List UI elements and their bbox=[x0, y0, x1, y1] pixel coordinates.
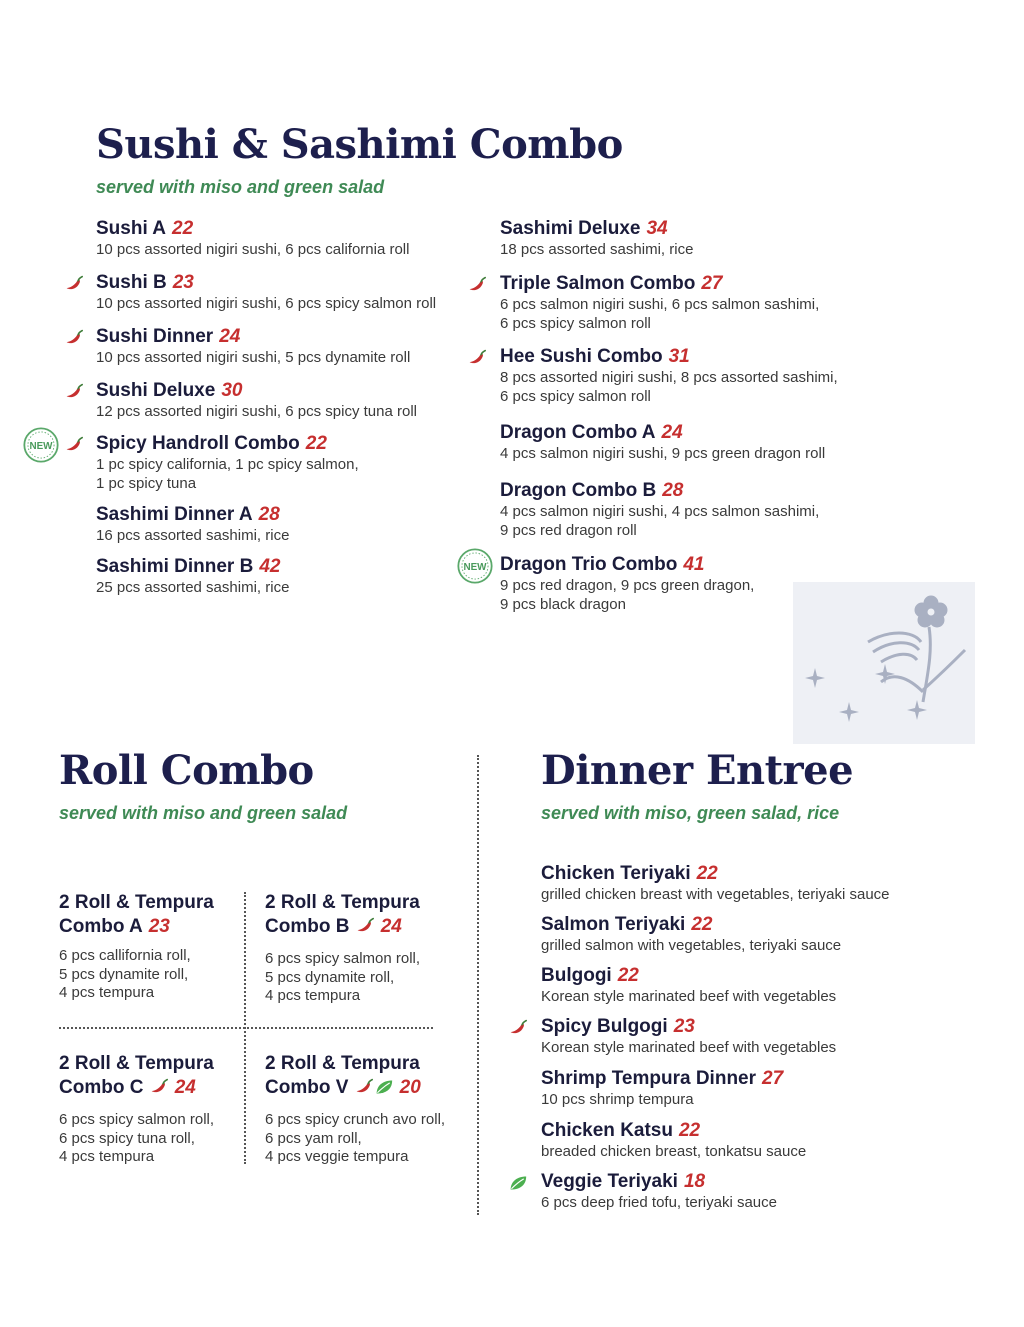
item-price: 20 bbox=[399, 1077, 421, 1098]
item-name: Dragon Trio Combo bbox=[500, 554, 678, 575]
section-subtitle-sushi: served with miso and green salad bbox=[96, 177, 385, 197]
item-price: 22 bbox=[691, 914, 713, 935]
item-description: 6 pcs spicy crunch avo roll, 6 pcs yam roll, 4 pcs veggie tempura bbox=[265, 1111, 446, 1165]
item-price: 22 bbox=[696, 863, 718, 884]
roll-combo-name-line1: 2 Roll & Tempura bbox=[59, 1053, 214, 1074]
item-description: 10 pcs assorted nigiri sushi, 5 pcs dynamite roll bbox=[96, 349, 411, 366]
item-name: Triple Salmon Combo bbox=[500, 273, 696, 294]
menu-item bbox=[96, 504, 289, 546]
item-price: 22 bbox=[305, 433, 327, 454]
item-description: 6 pcs callifornia roll, 5 pcs dynamite roll, 4 pcs tempura bbox=[59, 947, 191, 1001]
menu-item bbox=[500, 218, 693, 260]
item-price: 28 bbox=[258, 504, 280, 525]
menu-item bbox=[541, 965, 836, 1007]
roll-combo-name-line1: 2 Roll & Tempura bbox=[59, 892, 214, 913]
new-badge-icon bbox=[457, 548, 493, 584]
roll-combo-item bbox=[265, 1052, 445, 1167]
chili-icon bbox=[467, 276, 487, 294]
menu-item bbox=[96, 380, 417, 422]
item-price: 24 bbox=[219, 326, 241, 347]
chili-icon bbox=[149, 1078, 169, 1096]
menu-item bbox=[96, 433, 359, 493]
menu-item bbox=[541, 1120, 806, 1162]
item-price: 30 bbox=[221, 380, 243, 401]
item-name: Bulgogi bbox=[541, 965, 612, 986]
item-description: 18 pcs assorted sashimi, rice bbox=[500, 241, 694, 258]
item-name: Dragon Combo A bbox=[500, 422, 656, 443]
item-description: 9 pcs red dragon, 9 pcs green dragon, 9 pcs black dragon bbox=[500, 577, 755, 613]
item-description: Korean style marinated beef with vegetables bbox=[541, 1039, 837, 1056]
roll-combo-item bbox=[59, 1052, 214, 1167]
roll-combo-name-line1: 2 Roll & Tempura bbox=[265, 892, 420, 913]
item-description: grilled chicken breast with vegetables, teriyaki sauce bbox=[541, 886, 890, 903]
item-name: Salmon Teriyaki bbox=[541, 914, 686, 935]
item-name: Spicy Bulgogi bbox=[541, 1016, 668, 1037]
item-price: 27 bbox=[762, 1068, 784, 1089]
roll-combo-name-line2: Combo C bbox=[59, 1077, 144, 1098]
section-title-dinner: Dinner Entree bbox=[541, 747, 854, 794]
item-price: 24 bbox=[380, 916, 402, 937]
item-description: 4 pcs salmon nigiri sushi, 9 pcs green dragon roll bbox=[500, 445, 826, 462]
item-price: 18 bbox=[683, 1171, 706, 1192]
section-divider bbox=[477, 755, 479, 1215]
item-description: 8 pcs assorted nigiri sushi, 8 pcs assorted sashimi, 6 pcs spicy salmon roll bbox=[500, 369, 838, 405]
menu-item bbox=[500, 554, 754, 614]
item-description: breaded chicken breast, tonkatsu sauce bbox=[541, 1143, 807, 1160]
roll-combo-name-line2: Combo B bbox=[265, 916, 350, 937]
section-title-sushi: Sushi & Sashimi Combo bbox=[96, 121, 623, 168]
item-description: 6 pcs spicy salmon roll, 5 pcs dynamite roll, 4 pcs tempura bbox=[265, 950, 421, 1004]
item-price: 42 bbox=[259, 556, 281, 577]
item-description: 25 pcs assorted sashimi, rice bbox=[96, 579, 290, 596]
new-badge bbox=[23, 427, 59, 468]
decorative-flower-art bbox=[793, 582, 975, 744]
chili-icon bbox=[355, 917, 375, 935]
flower-icon bbox=[793, 582, 975, 744]
menu-item bbox=[500, 273, 819, 333]
section-title-roll: Roll Combo bbox=[59, 747, 314, 794]
item-name: Shrimp Tempura Dinner bbox=[541, 1068, 757, 1089]
menu-item bbox=[96, 272, 436, 314]
item-price: 31 bbox=[668, 346, 690, 367]
item-description: 10 pcs assorted nigiri sushi, 6 pcs spicy salmon roll bbox=[96, 295, 437, 312]
item-description: 10 pcs assorted nigiri sushi, 6 pcs california roll bbox=[96, 241, 410, 258]
menu-item bbox=[500, 422, 825, 464]
item-name: Sushi Deluxe bbox=[96, 380, 216, 401]
item-price: 23 bbox=[148, 916, 170, 937]
item-price: 27 bbox=[701, 273, 723, 294]
menu-item bbox=[96, 218, 409, 260]
item-price: 28 bbox=[662, 480, 684, 501]
item-description: 6 pcs spicy salmon roll, 6 pcs spicy tuna roll, 4 pcs tempura bbox=[59, 1111, 215, 1165]
item-description: grilled salmon with vegetables, teriyaki sauce bbox=[541, 937, 842, 954]
item-name: Sushi A bbox=[96, 218, 167, 239]
item-price: 22 bbox=[172, 218, 194, 239]
chili-icon bbox=[64, 436, 84, 454]
chili-icon bbox=[508, 1019, 528, 1037]
item-price: 22 bbox=[617, 965, 639, 986]
item-description: 16 pcs assorted sashimi, rice bbox=[96, 527, 290, 544]
item-price: 24 bbox=[174, 1077, 196, 1098]
item-name: Dragon Combo B bbox=[500, 480, 657, 501]
menu-item bbox=[541, 1068, 783, 1110]
item-price: 22 bbox=[678, 1120, 701, 1141]
roll-grid-horizontal-divider bbox=[59, 1027, 433, 1029]
item-price: 23 bbox=[673, 1016, 695, 1037]
menu-item bbox=[541, 914, 841, 956]
item-price: 41 bbox=[683, 554, 705, 575]
item-price: 23 bbox=[172, 272, 194, 293]
menu-item bbox=[541, 1171, 777, 1213]
menu-item bbox=[96, 326, 410, 368]
item-description: 12 pcs assorted nigiri sushi, 6 pcs spicy tuna roll bbox=[96, 403, 417, 420]
item-description: 6 pcs salmon nigiri sushi, 6 pcs salmon sashimi, 6 pcs spicy salmon roll bbox=[500, 296, 820, 332]
item-description: 10 pcs shrimp tempura bbox=[541, 1091, 694, 1108]
new-badge-icon bbox=[23, 427, 59, 463]
item-price: 34 bbox=[646, 218, 668, 239]
section-subtitle-roll: served with miso and green salad bbox=[59, 803, 348, 823]
roll-combo-name-line1: 2 Roll & Tempura bbox=[265, 1053, 420, 1074]
roll-combo-name-line2: Combo V bbox=[265, 1077, 349, 1098]
chili-icon bbox=[354, 1078, 374, 1096]
menu-item bbox=[541, 863, 890, 905]
item-name: Chicken Katsu bbox=[541, 1120, 673, 1141]
item-name: Sushi B bbox=[96, 272, 167, 293]
chili-icon bbox=[64, 383, 84, 401]
item-name: Hee Sushi Combo bbox=[500, 346, 663, 367]
item-name: Sashimi Dinner B bbox=[96, 556, 254, 577]
item-name: Sashimi Deluxe bbox=[500, 218, 641, 239]
item-description: 6 pcs deep fried tofu, teriyaki sauce bbox=[541, 1194, 777, 1211]
menu-item bbox=[500, 346, 838, 406]
item-description: Korean style marinated beef with vegetables bbox=[541, 988, 837, 1005]
chili-icon bbox=[64, 329, 84, 347]
item-name: Veggie Teriyaki bbox=[541, 1171, 678, 1192]
roll-combo-item bbox=[59, 891, 214, 1003]
item-name: Sushi Dinner bbox=[96, 326, 214, 347]
item-description: 1 pc spicy california, 1 pc spicy salmon, 1 pc spicy tuna bbox=[96, 456, 359, 492]
chili-icon bbox=[64, 275, 84, 293]
menu-item bbox=[541, 1016, 836, 1058]
leaf-icon bbox=[508, 1174, 528, 1192]
menu-item bbox=[500, 480, 819, 540]
chili-icon bbox=[467, 349, 487, 367]
roll-combo-name-line2: Combo A bbox=[59, 916, 143, 937]
item-price: 24 bbox=[661, 422, 683, 443]
item-name: Chicken Teriyaki bbox=[541, 863, 691, 884]
roll-combo-item bbox=[265, 891, 420, 1006]
section-subtitle-dinner: served with miso, green salad, rice bbox=[541, 803, 840, 823]
item-description: 4 pcs salmon nigiri sushi, 4 pcs salmon sashimi, 9 pcs red dragon roll bbox=[500, 503, 820, 539]
new-badge bbox=[457, 548, 493, 589]
leaf-icon bbox=[374, 1078, 394, 1096]
item-name: Spicy Handroll Combo bbox=[96, 433, 300, 454]
item-name: Sashimi Dinner A bbox=[96, 504, 253, 525]
menu-item bbox=[96, 556, 289, 598]
